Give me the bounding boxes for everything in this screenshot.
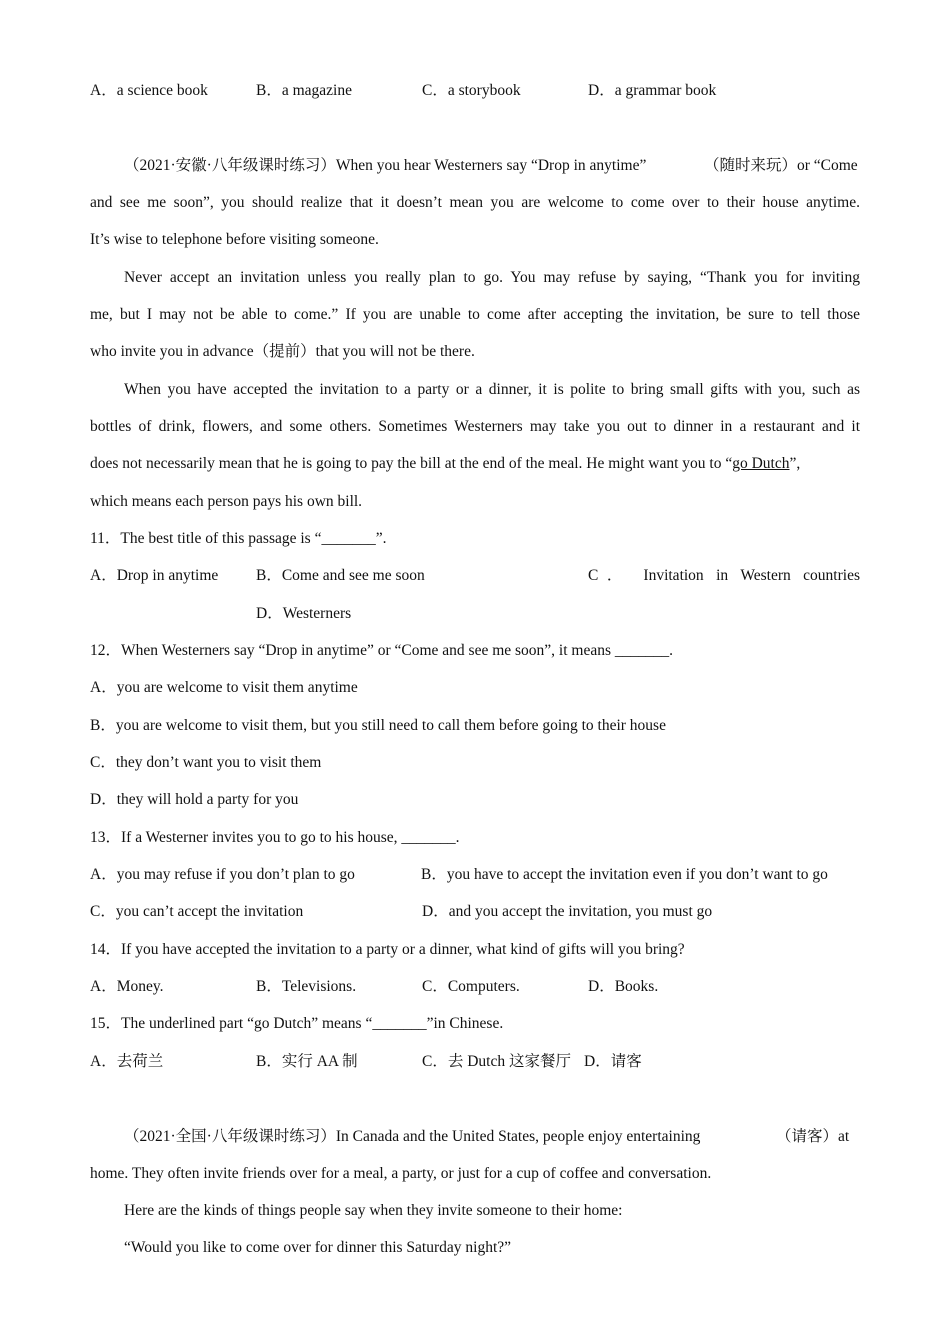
option-c: C．they don’t want you to visit them <box>90 754 322 771</box>
option-b: B．you are welcome to visit them, but you still need to call them before going to their house <box>90 717 666 734</box>
passage1-line: and see me soon”, you should realize that it doesn’t mean you are welcome to come over to their house anytime. <box>90 194 860 211</box>
passage2-line: （请客）at <box>776 1128 850 1145</box>
option-a: A．you may refuse if you don’t plan to go <box>90 866 355 883</box>
option-a: A．Money. <box>90 978 164 995</box>
passage1-line: （2021·安徽·八年级课时练习）When you hear Westerners say “Drop in anytime” <box>124 157 647 174</box>
option-b: B．Televisions. <box>256 978 357 995</box>
option-d: D．Westerners <box>256 605 352 622</box>
passage1-line: （随时来玩）or “Come <box>704 157 858 174</box>
question-stem: 11．The best title of this passage is “_______”. <box>90 530 387 547</box>
passage1-line: who invite you in advance（提前）that you will not be there. <box>90 343 475 360</box>
option-b: B．you have to accept the invitation even if you don’t want to go <box>421 866 828 883</box>
passage1-line: bottles of drink, flowers, and some others. Sometimes Westerners may take you out to dinner in a restaurant and it <box>90 418 860 435</box>
question-stem: 15．The underlined part “go Dutch” means “_______”in Chinese. <box>90 1015 504 1032</box>
passage1-line: which means each person pays his own bill. <box>90 493 363 510</box>
question-stem: 14．If you have accepted the invitation to a party or a dinner, what kind of gifts will you bring? <box>90 941 685 958</box>
option-c: C． Invitation in Western countries <box>588 567 860 584</box>
passage1-line: me, but I may not be able to come.” If you are unable to come after accepting the invitation, be sure to tell those <box>90 306 860 323</box>
option-b: B．a magazine <box>256 82 352 99</box>
option-a: A．去荷兰 <box>90 1053 164 1070</box>
option-a: A．a science book <box>90 82 208 99</box>
underlined-phrase: go Dutch <box>732 455 790 472</box>
question-stem: 12．When Westerners say “Drop in anytime” or “Come and see me soon”, it means _______. <box>90 642 674 659</box>
option-c: C．you can’t accept the invitation <box>90 903 304 920</box>
option-d: D．they will hold a party for you <box>90 791 299 808</box>
text-span: ”, <box>789 455 801 472</box>
option-a: A．you are welcome to visit them anytime <box>90 679 358 696</box>
option-d: D．and you accept the invitation, you must go <box>422 903 713 920</box>
option-c: C．a storybook <box>422 82 521 99</box>
option-a: A．Drop in anytime <box>90 567 219 584</box>
passage2-line: （2021·全国·八年级课时练习）In Canada and the United States, people enjoy entertaining <box>124 1128 701 1145</box>
passage1-line <box>90 454 800 474</box>
option-d: D．Books. <box>588 978 659 995</box>
text-span: does not necessarily mean that he is going to pay the bill at the end of the meal. He might want you to “ <box>90 455 733 472</box>
option-c: C．去 Dutch 这家餐厅 <box>422 1053 571 1070</box>
passage2-line: home. They often invite friends over for a meal, a party, or just for a cup of coffee and conversation. <box>90 1165 712 1182</box>
passage2-line: Here are the kinds of things people say when they invite someone to their home: <box>124 1202 623 1219</box>
passage1-line: When you have accepted the invitation to a party or a dinner, it is polite to bring small gifts with you, such as <box>124 381 860 398</box>
option-d: D．请客 <box>584 1053 642 1070</box>
option-b: B．Come and see me soon <box>256 567 425 584</box>
question-stem: 13．If a Westerner invites you to go to his house, _______. <box>90 829 460 846</box>
option-b: B．实行 AA 制 <box>256 1053 358 1070</box>
option-c: C．Computers. <box>422 978 520 995</box>
option-d: D．a grammar book <box>588 82 717 99</box>
passage2-line: “Would you like to come over for dinner this Saturday night?” <box>124 1239 512 1256</box>
passage1-line: It’s wise to telephone before visiting someone. <box>90 231 379 248</box>
passage1-line: Never accept an invitation unless you really plan to go. You may refuse by saying, “Thank you for inviting <box>124 269 860 286</box>
